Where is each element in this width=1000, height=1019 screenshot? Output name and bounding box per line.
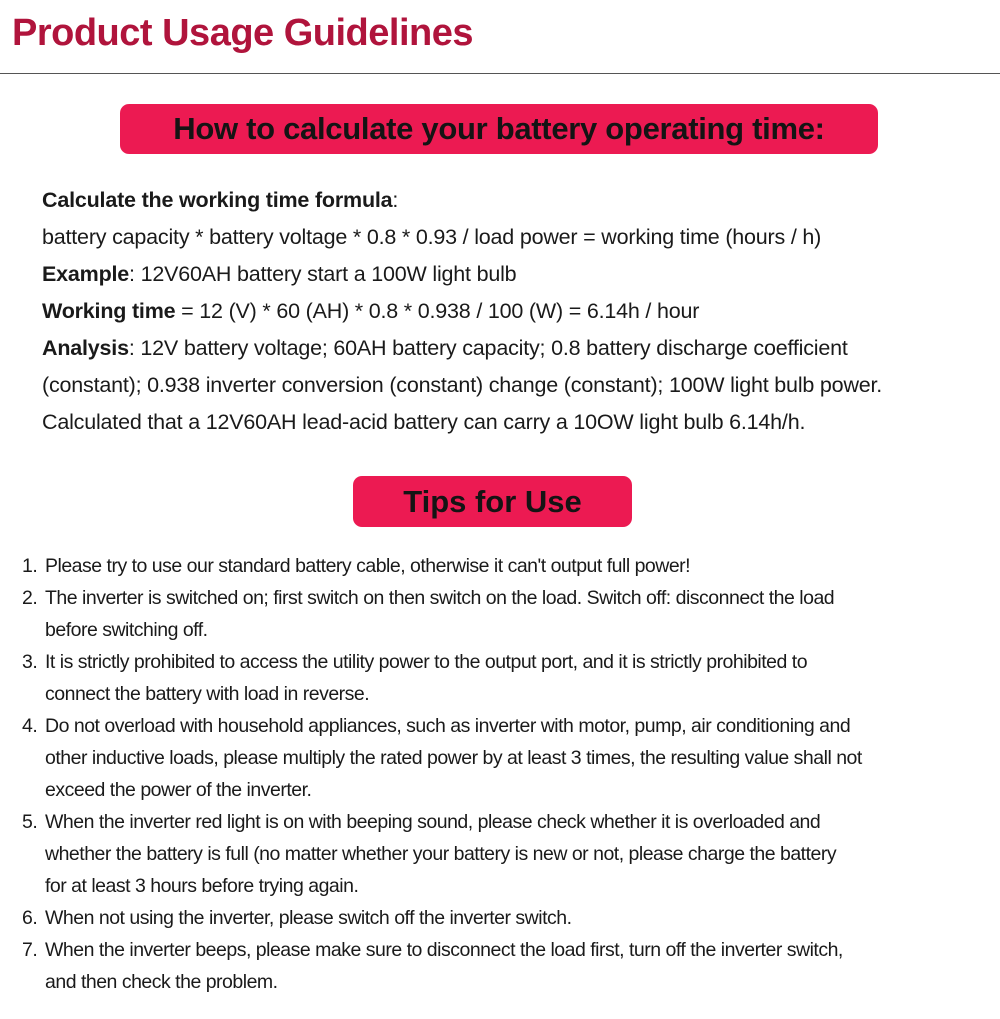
tip-number: 7. (22, 939, 38, 961)
formula-label-suffix: : (392, 188, 399, 212)
analysis-text-3: Calculated that a 12V60AH lead-acid battery can carry a 10OW light bulb 6.14h/h. (42, 410, 806, 434)
tip-number: 3. (22, 651, 38, 673)
tip-item (22, 710, 982, 806)
working-time-line (42, 293, 992, 330)
tip-text-line: whether the battery is full (no matter whether your battery is new or not, please charge the battery (45, 843, 837, 865)
working-time-label: Working time (42, 299, 176, 323)
analysis-text-1: : 12V battery voltage; 60AH battery capacity; 0.8 battery discharge coefficient (128, 336, 848, 360)
tip-text-line: for at least 3 hours before trying again. (45, 875, 359, 897)
tip-item (22, 646, 982, 710)
tip-text-line: exceed the power of the inverter. (45, 779, 312, 801)
title-divider (0, 73, 1000, 74)
tip-number: 1. (22, 555, 38, 577)
tips-section-banner: Tips for Use (353, 476, 632, 527)
formula-text: battery capacity * battery voltage * 0.8 * 0.93 / load power = working time (hours / h) (42, 225, 822, 249)
calc-section-banner: How to calculate your battery operating time: (120, 104, 878, 154)
example-label: Example (42, 262, 130, 286)
analysis-text-2: (constant); 0.938 inverter conversion (constant) change (constant); 100W light bulb power. (42, 373, 883, 397)
tip-text-line: and then check the problem. (45, 971, 278, 993)
formula-label: Calculate the working time formula (42, 188, 393, 212)
example-text: : 12V60AH battery start a 100W light bulb (129, 262, 517, 286)
tip-text-line: before switching off. (45, 619, 208, 641)
tip-text-line: It is strictly prohibited to access the utility power to the output port, and it is strictly prohibited to (45, 651, 808, 673)
tip-text-line: connect the battery with load in reverse. (45, 683, 370, 705)
tip-text-line: When not using the inverter, please switch off the inverter switch. (45, 907, 572, 929)
tip-text-line: Do not overload with household appliances, such as inverter with motor, pump, air conditioning and (45, 715, 851, 737)
tip-number: 5. (22, 811, 38, 833)
tip-item (22, 550, 982, 582)
tip-text-line: Please try to use our standard battery cable, otherwise it can't output full power! (45, 555, 691, 577)
formula-block (42, 182, 992, 441)
analysis-line (42, 330, 992, 367)
page-title: Product Usage Guidelines (12, 12, 473, 54)
tip-text-line: When the inverter beeps, please make sure to disconnect the load first, turn off the inverter switch, (45, 939, 843, 961)
working-time-text: = 12 (V) * 60 (AH) * 0.8 * 0.938 / 100 (W) = 6.14h / hour (175, 299, 700, 323)
tip-item (22, 934, 982, 998)
formula-heading-line (42, 182, 992, 219)
tip-number: 2. (22, 587, 38, 609)
tip-text-line: other inductive loads, please multiply the rated power by at least 3 times, the resulting value shall not (45, 747, 862, 769)
analysis-label: Analysis (42, 336, 129, 360)
tip-text-line: When the inverter red light is on with beeping sound, please check whether it is overloaded and (45, 811, 821, 833)
tip-item (22, 806, 982, 902)
example-line (42, 256, 992, 293)
tip-text-line: The inverter is switched on; first switch on then switch on the load. Switch off: disconnect the load (45, 587, 835, 609)
tip-number: 4. (22, 715, 38, 737)
tip-number: 6. (22, 907, 38, 929)
tip-item (22, 902, 982, 934)
tips-list (22, 550, 982, 998)
tip-item (22, 582, 982, 646)
